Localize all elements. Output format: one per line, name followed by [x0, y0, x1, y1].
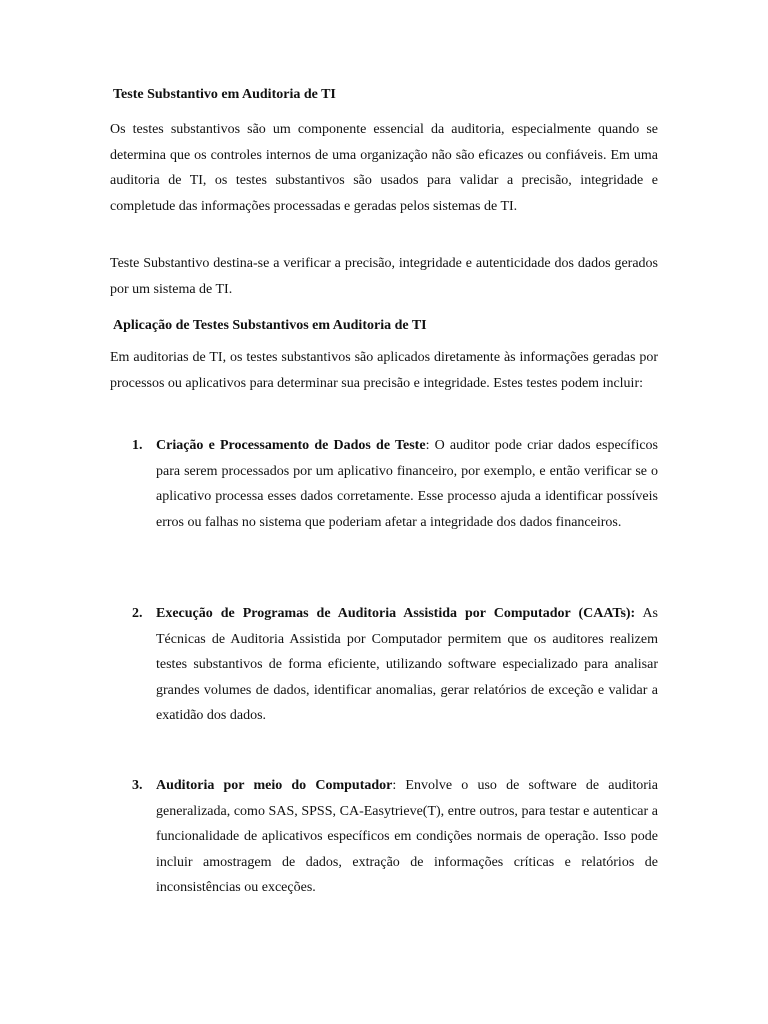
list-item-number: 3. — [132, 778, 143, 793]
list-item-title: Execução de Programas de Auditoria Assistida por Computador (CAATs): — [156, 606, 636, 621]
list-item-separator: : — [392, 778, 397, 793]
list-item-title: Criação e Processamento de Dados de Teste — [156, 438, 426, 453]
list-item-title: Auditoria por meio do Computador — [156, 778, 393, 793]
list-item-caats — [110, 601, 658, 729]
list-item-text: As Técnicas de Auditoria Assistida por Computador permitem que os auditores realizem testes substantivos de forma eficiente, utilizando software especializado para analisar grandes volumes de dados, identificar anomalias, gerar relatórios de exceção e validar a exatidão dos dados. — [156, 606, 659, 723]
paragraph-intro: Os testes substantivos são um componente essencial da auditoria, especialmente quando se determina que os controles internos de uma organização não são eficazes ou confiáveis. Em uma auditoria de TI, os testes substantivos são usados para validar a precisão, integridade e completude das informações processadas e geradas pelos sistemas de TI. — [110, 122, 658, 214]
list-item-auditoria-computador — [110, 773, 658, 901]
section-heading-aplicacao: Aplicação de Testes Substantivos em Auditoria de TI — [113, 318, 427, 333]
paragraph-aplicacao-intro: Em auditorias de TI, os testes substantivos são aplicados diretamente às informações geradas por processos ou aplicativos para determinar sua precisão e integridade. Estes testes podem incluir: — [110, 350, 658, 391]
list-item-text: Envolve o uso de software de auditoria generalizada, como SAS, SPSS, CA-Easytrieve(T), entre outros, para testar e autenticar a funcionalidade de aplicativos específicos em condições normais de operação. Isso pode incluir amostragem de dados, extração de informações críticas e relatórios de inconsistências ou exceções. — [156, 778, 658, 895]
section-heading-teste-substantivo: Teste Substantivo em Auditoria de TI — [113, 87, 336, 102]
list-item-number: 2. — [132, 606, 143, 621]
paragraph-definition: Teste Substantivo destina-se a verificar a precisão, integridade e autenticidade dos dados gerados por um sistema de TI. — [110, 256, 658, 297]
list-item-number: 1. — [132, 438, 143, 453]
list-item-separator: : — [425, 438, 430, 453]
list-item-text: O auditor pode criar dados específicos para serem processados por um aplicativo financeiro, por exemplo, e então verificar se o aplicativo processa esses dados corretamente. Esse processo ajuda a identificar possíveis erros ou falhas no sistema que poderiam afetar a integridade dos dados financeiros. — [156, 438, 658, 530]
list-item-dados-de-teste — [110, 433, 658, 535]
